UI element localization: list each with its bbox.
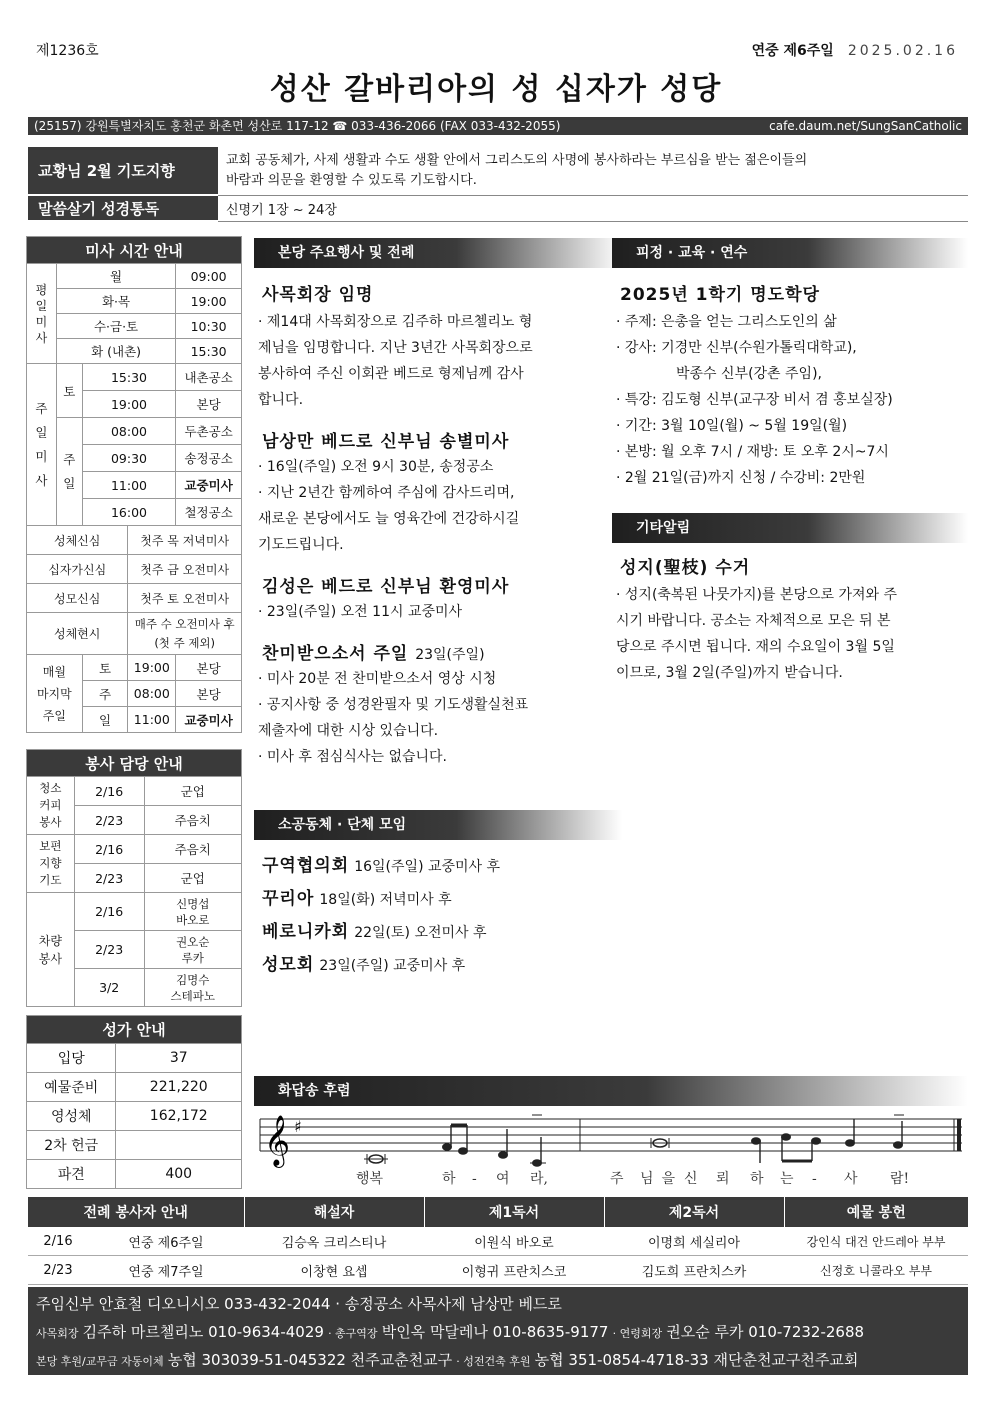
notice-line: 당으로 주시면 됩니다. 재의 수요일이 3월 5일 [616,639,895,655]
notice-title: 성지(聖枝) 수거 [620,558,751,578]
pope-intention-text [218,147,968,195]
pope-intention-label: 교황님 2월 기도지향 [28,147,218,195]
service-date: 2/16 [74,835,144,864]
bible-reading-text: 신명기 1장 ~ 24장 [218,195,968,221]
music-staff [254,1105,968,1193]
liturgy-roles-table [28,1197,968,1285]
event-title: 김성은 베드로 신부님 환영미사 [262,577,510,597]
address-bar [28,117,968,135]
education-line: · 기간: 3월 10일(월) ~ 5월 19일(월) [616,418,848,434]
event-title [262,639,592,664]
role-week: 연중 제7주일 [88,1256,244,1285]
week-label: 연중 제6주일 [751,43,834,59]
role-date: 2/23 [28,1256,88,1285]
lyric: 행복 [356,1171,384,1187]
event-body [258,599,592,625]
service-who [144,893,242,931]
event-line: 기도드립니다. [258,537,344,553]
lyric: 라, [530,1171,548,1187]
weekday-time: 15:30 [176,339,242,364]
event-line: · 지난 2년간 함께하여 주심에 감사드리며, [258,485,515,501]
website-link[interactable]: cafe.daum.net/SungSanCatholic [769,119,962,133]
sun-place: 송정공소 [176,445,242,472]
lyric: 는 [780,1171,794,1187]
devotion-name: 십자가신심 [27,555,128,584]
footer-officers [36,1321,864,1342]
footer-label: · 총구역장 [328,1327,378,1340]
event-line: · 제14대 사목회장으로 김주하 마르첼리노 형 [258,314,533,330]
quarter-note-icon [752,1138,761,1163]
groups-section-header: 소공동체 · 단체 모임 [254,810,622,840]
group-name: 구역협의회 [262,856,350,876]
education-line: · 특강: 김도형 신부(교구장 비서 겸 홍보실장) [616,392,893,408]
adoration-when [128,613,242,655]
education-line: · 주제: 은총을 얻는 그리스도인의 삶 [616,314,837,330]
education-line: · 본방: 월 오후 7시 / 재방: 토 오후 2시~7시 [616,444,889,460]
quarter-note-icon [530,1137,546,1166]
lyric: 여 [496,1171,510,1187]
address: (25157) 강원특별자치도 홍천군 화촌면 성산로 117-12 ☎ 033-436-2066 (FAX 033-432-2055) [34,119,561,133]
weekday-time: 10:30 [176,314,242,339]
education-line: 박종수 신부(강촌 주임), [676,366,822,382]
event-line: 새로운 본당에서도 늘 영육간에 건강하시길 [258,511,520,527]
role-reader2: 김도희 프란치스카 [604,1256,784,1285]
service-date: 3/2 [74,969,144,1007]
footer-accounts [36,1349,858,1370]
lyric: - [812,1171,817,1187]
event-line: 봉사하여 주신 이회관 베드로 형제님께 감사 [258,366,524,382]
notice-section-header: 기타알림 [612,513,968,543]
group-item [262,916,596,949]
role-offering: 강인식 대건 안드레아 부부 [784,1227,968,1256]
weekday-time: 19:00 [176,289,242,314]
service-who: 군업 [144,777,242,806]
mass-times-title: 미사 시간 안내 [27,237,242,264]
footer-account: 농협 351-0854-4718-33 재단춘천교구천주교회 [534,1351,859,1369]
education-section-header: 피정 · 교육 · 연수 [612,238,968,268]
group-when: 23일(주일) 교중미사 후 [319,958,466,974]
breve-note-icon [364,1154,388,1164]
weekday-day: 화·목 [56,289,175,314]
weekday-time: 09:00 [176,264,242,289]
role-offering: 신정호 니콜라오 부부 [784,1256,968,1285]
notice-section [616,553,962,686]
service-who-line: 스테파노 [170,988,215,1003]
group-when: 22일(토) 오전미사 후 [354,925,487,941]
service-who-line: 김명수 [176,972,210,987]
weekday-day: 화 (내촌) [56,339,175,364]
lastweek-label [27,655,83,733]
table-row [28,1227,968,1256]
lastweek-place: 본당 [176,655,242,681]
service-date: 2/23 [74,806,144,835]
service-who: 주음치 [144,835,242,864]
lastweek-place: 본당 [176,681,242,707]
service-who [144,969,242,1007]
group-name: 꾸리아 [262,889,315,909]
sat-time: 15:30 [82,364,176,391]
saturday-label: 토 [56,364,82,418]
education-section [616,280,962,491]
car-label-line: 차량 [38,933,62,948]
event-line: · 미사 후 점심식사는 없습니다. [258,749,447,765]
page-title: 성산 갈바리아의 성 십자가 성당 [269,72,723,107]
sat-place: 내촌공소 [176,364,242,391]
lyric: 사 [844,1171,858,1187]
role-commentator: 이창현 요셉 [244,1256,424,1285]
adoration-line: (첫 주 제외) [154,635,216,650]
roles-header: 제2독서 [604,1197,784,1227]
car-label [27,893,75,1007]
sunday-label-text: 주일 [63,451,76,491]
education-body [616,309,962,491]
event-title: 남상만 베드로 신부님 송별미사 [262,432,510,452]
service-who-line: 신명섭 [176,896,210,911]
lyric: 하 [442,1171,456,1187]
group-name: 성모회 [262,955,315,975]
issue-number: 제1236호 [36,43,99,59]
car-label-line: 봉사 [38,951,62,966]
devotion-name: 성체신심 [27,526,128,555]
lyric: 람! [890,1171,910,1187]
event-line: 제출자에 대한 시상 있습니다. [258,723,439,739]
service-date: 2/16 [74,777,144,806]
treble-clef-icon: 𝄞 [264,1115,291,1166]
coffee-label-line: 봉사 [39,815,62,829]
psalm-section-header: 화답송 후렴 [254,1076,968,1106]
footer-contacts [28,1287,968,1375]
lastweek-time: 19:00 [128,655,176,681]
event-body [258,454,592,558]
hymn-part: 파견 [27,1160,116,1189]
prayer-label-line: 지향 [39,856,62,870]
hymn-part: 입당 [27,1044,116,1073]
education-title: 2025년 1학기 명도학당 [620,285,820,305]
hymn-number: 162,172 [116,1102,242,1131]
lastweek-label-line: 마지막 [36,686,72,701]
events-section [258,280,592,770]
sharp-icon: ♯ [294,1117,302,1136]
hymn-number [116,1131,242,1160]
footer-label: · 성전건축 후원 [456,1355,531,1368]
footer-label: 본당 후원/교무금 자동이체 [36,1355,164,1368]
hymn-part: 영성체 [27,1102,116,1131]
lyric: 신 [684,1171,698,1187]
event-line: 합니다. [258,392,304,408]
event-body [258,666,592,770]
notice-line: · 성지(축복된 나뭇가지)를 본당으로 가져와 주 [616,587,898,603]
notice-line: 시기 바랍니다. 공소는 자체적으로 모은 뒤 본 [616,613,891,629]
event-line: 제님을 임명합니다. 지난 3년간 사목회장으로 [258,340,533,356]
service-who-line: 권오순 [176,934,210,949]
event-line: · 23일(주일) 오전 11시 교중미사 [258,604,463,620]
sun-place: 교중미사 [176,472,242,499]
roles-header: 예물 봉헌 [784,1197,968,1227]
event-title: 사목회장 임명 [262,285,374,305]
prayer-label [27,835,75,893]
notice-body [616,582,962,686]
lastweek-day: 토 [82,655,128,681]
adoration-name: 성체현시 [27,613,128,655]
sun-place: 두촌공소 [176,418,242,445]
service-who-line: 바오로 [176,912,210,927]
roles-header: 제1독서 [424,1197,604,1227]
footer-pastor: 주임신부 안효철 디오니시오 033-432-2044 · 송정공소 사목사제 남상만 베드로 [36,1295,562,1313]
lastweek-label-line: 매월 [42,664,66,679]
service-who: 군업 [144,864,242,893]
sunday-label-text: 주일미사 [35,400,48,488]
footer-label: · 연령회장 [612,1327,663,1340]
pope-intention-line: 교회 공동체가, 사제 생활과 수도 생활 안에서 그리스도의 사명에 봉사하라는 부르심을 받는 젊은이들의 [226,152,808,168]
psalm-score [254,1105,968,1193]
roles-header: 전례 봉사자 안내 [28,1197,244,1227]
table-row [28,1256,968,1285]
devotion-when: 첫주 금 오전미사 [128,555,242,584]
footer-account: 농협 303039-51-045322 천주교춘천교구 [167,1351,453,1369]
sunday-mass-label [27,364,57,526]
devotion-when: 첫주 목 저녁미사 [128,526,242,555]
role-date: 2/16 [28,1227,88,1256]
event-body [258,309,592,413]
quarter-note-icon [846,1119,855,1146]
footer-contact: 박인옥 막달레나 010-8635-9177 [381,1323,609,1341]
sun-time: 09:30 [82,445,176,472]
footer-contact: 김주하 마르첼리노 010-9634-4029 [82,1323,324,1341]
events-section-header: 본당 주요행사 및 전례 [254,238,622,268]
sat-place: 본당 [176,391,242,418]
lastweek-day: 주 [82,681,128,707]
hymn-number: 37 [116,1044,242,1073]
event-title-text: 찬미받으소서 주일 [262,644,409,664]
hymn-table [26,1015,242,1189]
group-name: 베로니카회 [262,922,350,942]
event-date: 23일(주일) [415,647,485,663]
group-item [262,850,596,883]
coffee-label [27,777,75,835]
mass-times-table [26,236,242,733]
service-who-line: 루카 [181,950,204,965]
sat-time: 19:00 [82,391,176,418]
weekday-mass-label [27,264,57,364]
liturgical-week [752,40,958,60]
hymn-part: 예물준비 [27,1073,116,1102]
service-who [144,931,242,969]
intentions-table [28,147,968,222]
issue-date: 2025.02.16 [847,43,958,59]
roles-header: 해설자 [244,1197,424,1227]
groups-list [262,850,596,982]
sun-time: 16:00 [82,499,176,526]
prayer-label-line: 보편 [39,839,62,853]
education-line: · 2월 21일(금)까지 신청 / 수강비: 2만원 [616,470,866,486]
coffee-label-line: 커피 [39,798,62,812]
quarter-note-icon [499,1129,508,1158]
prayer-label-line: 기도 [39,873,62,887]
role-week: 연중 제6주일 [88,1227,244,1256]
lyric: 주 [610,1171,624,1187]
event-line: · 공지사항 중 성경완필자 및 기도생활실천표 [258,697,529,713]
lyric: 하 [750,1171,764,1187]
role-reader1: 이원식 바오로 [424,1227,604,1256]
education-line: · 강사: 기경만 신부(수원가톨릭대학교), [616,340,857,356]
lyric: 뢰 [716,1171,730,1187]
eighth-notes-icon [443,1125,468,1154]
group-when: 16일(주일) 교중미사 후 [354,859,501,875]
hymn-number: 400 [116,1160,242,1189]
service-title: 봉사 담당 안내 [27,750,242,777]
bible-reading-label: 말씀살기 성경통독 [28,195,218,221]
eighth-notes-icon [782,1134,821,1161]
devotion-when: 첫주 토 오전미사 [128,584,242,613]
footer-contact: 권오순 루카 010-7232-2688 [666,1323,865,1341]
lastweek-time: 08:00 [128,681,176,707]
group-item [262,949,596,982]
role-reader1: 이형귀 프란치스코 [424,1256,604,1285]
footer-label: 사목회장 [36,1327,79,1340]
notice-line: 이므로, 3월 2일(주일)까지 받습니다. [616,665,843,681]
service-table [26,749,242,1007]
lyric: - [472,1171,477,1187]
weekday-day: 월 [56,264,175,289]
psalm-lyrics [356,1170,909,1187]
weekday-day: 수·금·토 [56,314,175,339]
service-date: 2/23 [74,864,144,893]
weekday-label-text: 평일미사 [35,282,48,345]
service-who: 주음치 [144,806,242,835]
service-date: 2/16 [74,893,144,931]
pope-intention-line: 바람과 의문을 환영할 수 있도록 기도합시다. [226,172,477,188]
hymn-part: 2차 헌금 [27,1131,116,1160]
sun-time: 08:00 [82,418,176,445]
lastweek-time: 11:00 [128,707,176,733]
sunday-label [56,418,82,526]
role-commentator: 김승옥 크리스티나 [244,1227,424,1256]
lyric: 님을 [640,1171,684,1187]
event-line: · 16일(주일) 오전 9시 30분, 송정공소 [258,459,494,475]
role-reader2: 이명희 세실리아 [604,1227,784,1256]
adoration-line: 매주 수 오전미사 후 [134,616,235,631]
lastweek-label-line: 주일 [42,708,66,723]
group-item [262,883,596,916]
hymn-number: 221,220 [116,1073,242,1102]
sun-time: 11:00 [82,472,176,499]
lastweek-place: 교중미사 [176,707,242,733]
group-when: 18일(화) 저녁미사 후 [319,892,452,908]
event-line: · 미사 20분 전 찬미받으소서 영상 시청 [258,671,497,687]
service-date: 2/23 [74,931,144,969]
devotion-name: 성모신심 [27,584,128,613]
hymn-title: 성가 안내 [27,1016,242,1044]
sun-place: 철정공소 [176,499,242,526]
coffee-label-line: 청소 [39,781,62,795]
lastweek-day: 일 [82,707,128,733]
